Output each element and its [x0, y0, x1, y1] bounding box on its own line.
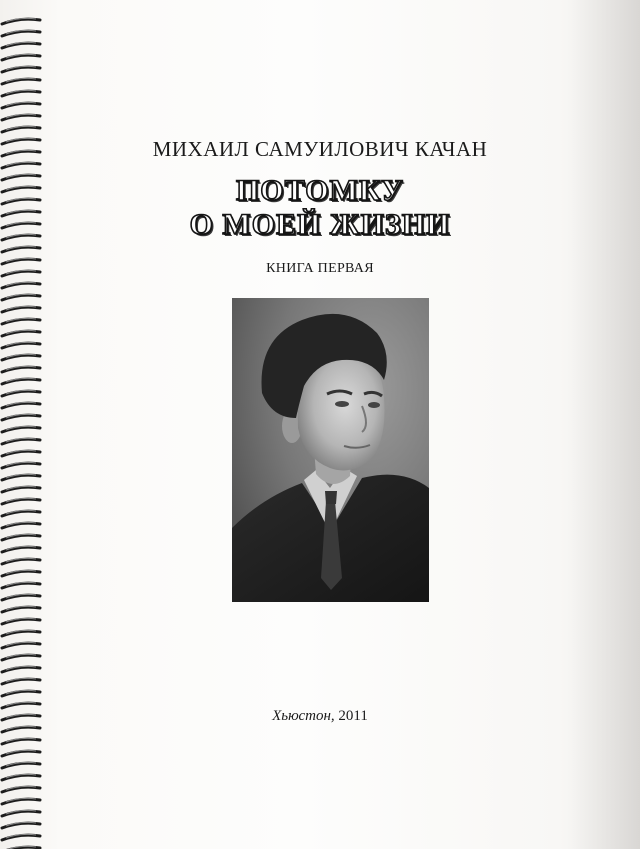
author-name: МИХАИЛ САМУИЛОВИЧ КАЧАН — [152, 137, 488, 161]
publication-info — [0, 708, 640, 725]
book-title-line-2: О МОЕЙ ЖИЗНИ — [189, 208, 451, 241]
book-title-line-1: ПОТОМКУ — [235, 174, 405, 207]
publication-place: Хьюстон, — [272, 708, 335, 724]
book-subtitle: КНИГА ПЕРВАЯ — [266, 261, 374, 276]
publication-year: 2011 — [338, 708, 368, 724]
author-portrait — [232, 298, 429, 602]
